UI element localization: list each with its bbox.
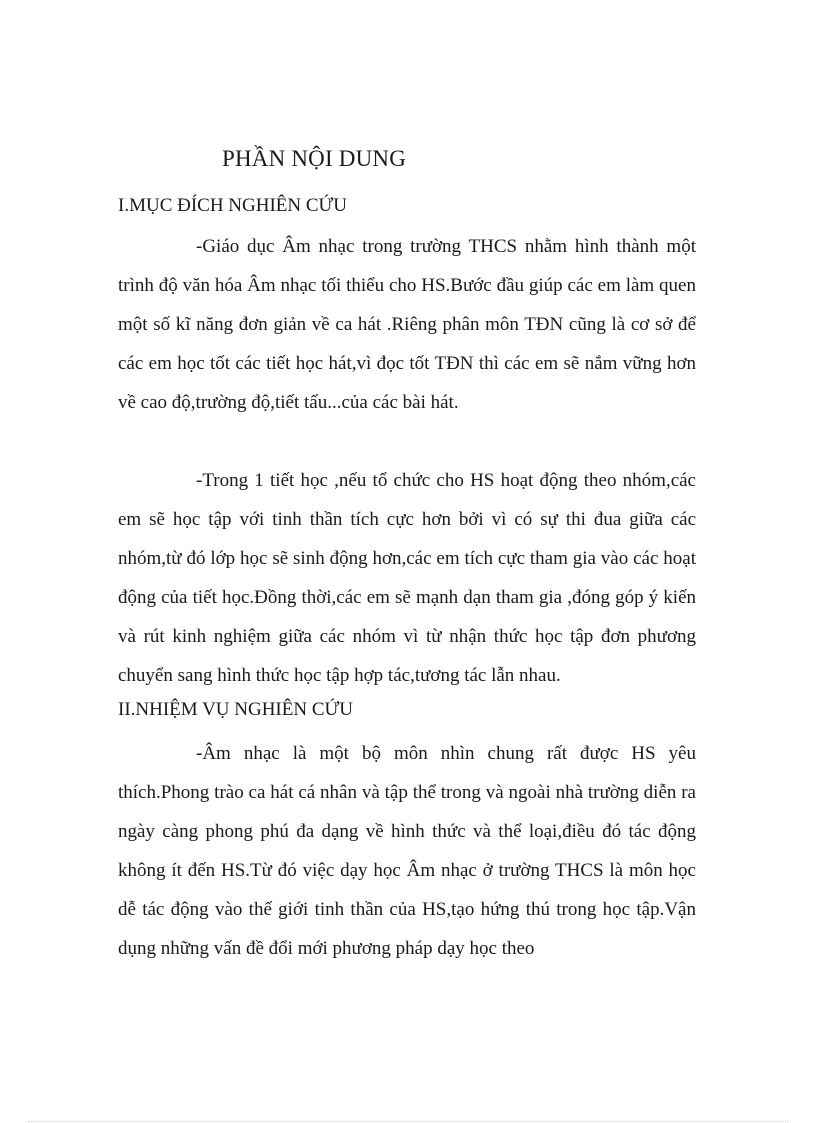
section-heading-purpose: I.MỤC ĐÍCH NGHIÊN CỨU	[118, 195, 348, 216]
paragraph: -Giáo dục Âm nhạc trong trường THCS nhằm hình thành một trình độ văn hóa Âm nhạc tối thiểu cho HS.Bước đầu giúp các em làm quen một số kĩ năng đơn giản về ca hát .Riêng phân môn TĐN cũng là cơ sở để các em học tốt các tiết học hát,vì đọc tốt TĐN thì các em sẽ nắm vững hơn về cao độ,trường độ,tiết tấu...của các bài hát.	[118, 236, 696, 413]
page-bottom-divider	[28, 1121, 788, 1122]
page-title: PHẦN NỘI DUNG	[222, 146, 407, 171]
paragraph: -Trong 1 tiết học ,nếu tổ chức cho HS hoạt động theo nhóm,các em sẽ học tập với tinh thần tích cực hơn bởi vì có sự thi đua giữa các nhóm,từ đó lớp học sẽ sinh động hơn,các em tích cực tham gia vào các hoạt động của tiết học.Đồng thời,các em sẽ mạnh dạn tham gia ,đóng góp ý kiến và rút kinh nghiệm giữa các nhóm vì từ nhận thức học tập đơn phương chuyển sang hình thức học tập hợp tác,tương tác lẫn nhau.	[118, 470, 696, 686]
paragraph: -Âm nhạc là một bộ môn nhìn chung rất được HS yêu thích.Phong trào ca hát cá nhân và tập thể trong và ngoài nhà trường diễn ra ngày càng phong phú đa dạng về hình thức và thể loại,điều đó tác động không ít đến HS.Từ đó việc dạy học Âm nhạc ở trường THCS là môn học dễ tác động vào thế giới tinh thần của HS,tạo hứng thú trong học tập.Vận dụng những vấn đề đổi mới phương pháp dạy học theo	[118, 743, 696, 959]
section-heading-tasks: II.NHIỆM VỤ NGHIÊN CỨU	[118, 699, 353, 720]
